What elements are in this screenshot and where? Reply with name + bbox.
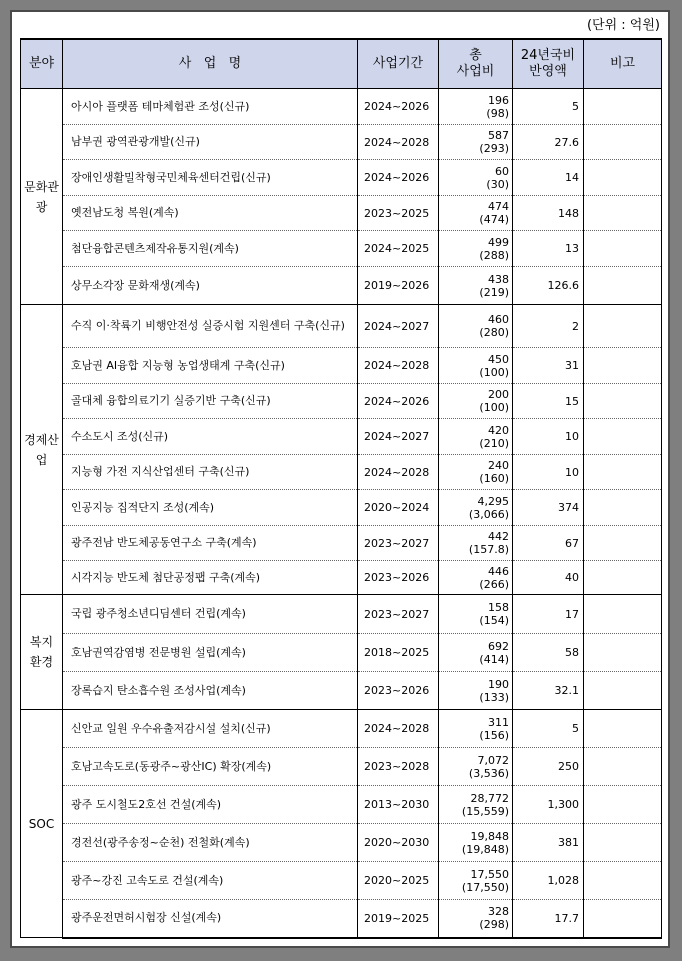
project-total <box>439 824 513 862</box>
project-name: 장애인생활밀착형국민체육센터건립(신규) <box>63 160 358 196</box>
project-name: 광주 도시철도2호선 건설(계속) <box>63 786 358 824</box>
national-amount: 1,300 <box>513 786 584 824</box>
project-period: 2023~2026 <box>358 561 439 595</box>
project-period: 2020~2030 <box>358 824 439 862</box>
table-row <box>21 862 662 900</box>
project-period: 2024~2026 <box>358 160 439 196</box>
project-period: 2023~2025 <box>358 196 439 231</box>
project-note <box>584 786 662 824</box>
project-period: 2019~2026 <box>358 267 439 305</box>
project-note <box>584 348 662 384</box>
national-amount: 40 <box>513 561 584 595</box>
header-total-line1: 총 <box>469 48 482 63</box>
field-cell <box>21 595 63 710</box>
project-name: 아시아 플랫폼 테마체험관 조성(신규) <box>63 89 358 125</box>
project-total <box>439 672 513 710</box>
total-national-share: (280) <box>479 326 509 339</box>
national-amount: 2 <box>513 305 584 348</box>
project-total <box>439 384 513 419</box>
total-national-share: (210) <box>479 436 509 450</box>
national-amount: 1,028 <box>513 862 584 900</box>
total-national-share: (15,559) <box>461 804 509 818</box>
project-total <box>439 900 513 938</box>
header-row <box>21 39 662 89</box>
total-amount: 587 <box>488 129 509 142</box>
unit-label: (단위 : 억원) <box>586 18 660 33</box>
header-national-line1: 24년국비 <box>520 48 576 63</box>
total-national-share: (298) <box>479 918 509 932</box>
table-row <box>21 710 662 748</box>
total-national-share: (100) <box>479 401 509 414</box>
project-name: 광주~강진 고속도로 건설(계속) <box>63 862 358 900</box>
project-total <box>439 196 513 231</box>
national-amount: 381 <box>513 824 584 862</box>
total-amount: 28,772 <box>470 791 509 805</box>
total-amount: 446 <box>488 564 509 578</box>
total-national-share: (414) <box>479 652 509 666</box>
project-name: 상무소각장 문화재생(계속) <box>63 267 358 305</box>
project-name: 국립 광주청소년디딤센터 건립(계속) <box>63 595 358 634</box>
total-amount: 442 <box>488 530 509 543</box>
total-national-share: (266) <box>479 577 509 591</box>
project-total <box>439 862 513 900</box>
national-amount: 126.6 <box>513 267 584 305</box>
national-amount: 13 <box>513 231 584 267</box>
header-period: 사업기간 <box>358 39 439 89</box>
project-note <box>584 672 662 710</box>
project-total <box>439 710 513 748</box>
project-name: 골대체 융합의료기기 실증기반 구축(신규) <box>63 384 358 419</box>
project-note <box>584 824 662 862</box>
total-amount: 158 <box>488 601 509 614</box>
total-amount: 438 <box>488 272 509 286</box>
table-row <box>21 634 662 672</box>
project-period: 2020~2024 <box>358 490 439 526</box>
project-period: 2024~2026 <box>358 89 439 125</box>
project-note <box>584 900 662 938</box>
project-period: 2024~2028 <box>358 710 439 748</box>
project-name: 남부권 광역관광개발(신규) <box>63 125 358 160</box>
project-note <box>584 125 662 160</box>
total-amount: 240 <box>488 459 509 472</box>
total-national-share: (3,536) <box>468 766 509 780</box>
project-name: 호남고속도로(동광주~광산IC) 확장(계속) <box>63 748 358 786</box>
project-total <box>439 125 513 160</box>
project-name: 신안교 일원 우수유출저감시설 설치(신규) <box>63 710 358 748</box>
header-total <box>439 39 513 89</box>
total-national-share: (3,066) <box>468 507 509 521</box>
national-amount: 14 <box>513 160 584 196</box>
national-amount: 5 <box>513 710 584 748</box>
project-total <box>439 231 513 267</box>
project-note <box>584 710 662 748</box>
national-amount: 67 <box>513 526 584 561</box>
total-amount: 200 <box>488 388 509 401</box>
project-period: 2024~2027 <box>358 419 439 455</box>
total-amount: 450 <box>488 352 509 366</box>
total-national-share: (154) <box>479 614 509 627</box>
project-period: 2013~2030 <box>358 786 439 824</box>
project-total <box>439 561 513 595</box>
project-total <box>439 348 513 384</box>
header-name: 사 업 명 <box>63 39 358 89</box>
table-row <box>21 348 662 384</box>
total-national-share: (160) <box>479 472 509 485</box>
national-amount: 5 <box>513 89 584 125</box>
project-note <box>584 384 662 419</box>
field-label: SOC <box>28 816 55 831</box>
field-label: 경제산 업 <box>24 432 59 467</box>
table-row <box>21 419 662 455</box>
project-name: 첨단융합콘텐츠제작유통지원(계속) <box>63 231 358 267</box>
project-period: 2018~2025 <box>358 634 439 672</box>
total-amount: 420 <box>488 423 509 437</box>
table-row <box>21 125 662 160</box>
project-name: 수직 이·착륙기 비행안전성 실증시험 지원센터 구축(신규) <box>63 305 358 348</box>
project-note <box>584 267 662 305</box>
national-amount: 148 <box>513 196 584 231</box>
table-row <box>21 267 662 305</box>
header-total-line2: 사업비 <box>456 64 495 79</box>
project-name: 경전선(광주송정~순천) 전철화(계속) <box>63 824 358 862</box>
national-amount: 17 <box>513 595 584 634</box>
table-row <box>21 526 662 561</box>
project-total <box>439 786 513 824</box>
table-row <box>21 196 662 231</box>
project-total <box>439 490 513 526</box>
total-amount: 4,295 <box>477 494 509 508</box>
national-amount: 10 <box>513 419 584 455</box>
project-note <box>584 196 662 231</box>
table-row <box>21 455 662 490</box>
project-period: 2023~2028 <box>358 748 439 786</box>
field-cell <box>21 89 63 305</box>
project-period: 2020~2025 <box>358 862 439 900</box>
project-period: 2024~2028 <box>358 125 439 160</box>
table-row <box>21 900 662 938</box>
field-cell <box>21 305 63 595</box>
project-name: 광주전남 반도체공동연구소 구축(계속) <box>63 526 358 561</box>
table-row <box>21 595 662 634</box>
project-total <box>439 89 513 125</box>
total-national-share: (30) <box>486 177 509 191</box>
project-note <box>584 634 662 672</box>
national-amount: 31 <box>513 348 584 384</box>
field-cell <box>21 710 63 938</box>
total-national-share: (288) <box>479 248 509 262</box>
project-note <box>584 561 662 595</box>
header-field: 분야 <box>21 39 63 89</box>
national-amount: 27.6 <box>513 125 584 160</box>
project-period: 2024~2026 <box>358 384 439 419</box>
national-amount: 58 <box>513 634 584 672</box>
project-note <box>584 305 662 348</box>
field-label: 복지 환경 <box>29 635 54 669</box>
table-row <box>21 561 662 595</box>
project-note <box>584 595 662 634</box>
project-note <box>584 419 662 455</box>
project-name: 시각지능 반도체 첨단공정팹 구축(계속) <box>63 561 358 595</box>
project-note <box>584 89 662 125</box>
project-name: 호남권역감염병 전문병원 설립(계속) <box>63 634 358 672</box>
project-period: 2023~2027 <box>358 595 439 634</box>
project-note <box>584 526 662 561</box>
total-amount: 474 <box>488 200 509 213</box>
project-total <box>439 595 513 634</box>
project-total <box>439 634 513 672</box>
table-row <box>21 672 662 710</box>
table-row <box>21 89 662 125</box>
project-name: 수소도시 조성(신규) <box>63 419 358 455</box>
project-total <box>439 455 513 490</box>
total-national-share: (156) <box>479 728 509 742</box>
project-name: 장록습지 탄소흡수원 조성사업(계속) <box>63 672 358 710</box>
project-note <box>584 455 662 490</box>
budget-table <box>20 38 662 939</box>
document-page <box>10 10 670 948</box>
project-note <box>584 160 662 196</box>
total-amount: 499 <box>488 235 509 249</box>
header-national <box>513 39 584 89</box>
project-note <box>584 862 662 900</box>
project-total <box>439 267 513 305</box>
total-amount: 190 <box>488 677 509 691</box>
project-period: 2024~2028 <box>358 348 439 384</box>
table-row <box>21 490 662 526</box>
project-name: 인공지능 집적단지 조성(계속) <box>63 490 358 526</box>
project-total <box>439 160 513 196</box>
table-row <box>21 231 662 267</box>
project-name: 옛전남도청 복원(계속) <box>63 196 358 231</box>
national-amount: 15 <box>513 384 584 419</box>
national-amount: 10 <box>513 455 584 490</box>
project-name: 호남권 AI융합 지능형 농업생태계 구축(신규) <box>63 348 358 384</box>
total-national-share: (474) <box>479 213 509 226</box>
total-national-share: (219) <box>479 285 509 299</box>
total-amount: 692 <box>488 639 509 653</box>
national-amount: 17.7 <box>513 900 584 938</box>
project-name: 지능형 가전 지식산업센터 구축(신규) <box>63 455 358 490</box>
national-amount: 374 <box>513 490 584 526</box>
total-amount: 196 <box>488 93 509 107</box>
total-national-share: (157.8) <box>468 543 509 556</box>
table-row <box>21 160 662 196</box>
total-national-share: (133) <box>479 690 509 704</box>
project-total <box>439 526 513 561</box>
total-national-share: (98) <box>486 106 509 120</box>
project-total <box>439 748 513 786</box>
project-period: 2024~2028 <box>358 455 439 490</box>
total-national-share: (100) <box>479 365 509 379</box>
total-amount: 328 <box>488 905 509 919</box>
total-amount: 7,072 <box>477 753 509 767</box>
project-note <box>584 231 662 267</box>
header-national-line2: 반영액 <box>529 64 567 79</box>
project-period: 2023~2027 <box>358 526 439 561</box>
table-row <box>21 384 662 419</box>
project-period: 2024~2027 <box>358 305 439 348</box>
total-amount: 311 <box>488 715 509 729</box>
project-name: 광주운전면허시험장 신설(계속) <box>63 900 358 938</box>
field-label: 문화관 광 <box>24 179 59 214</box>
total-national-share: (17,550) <box>461 880 509 894</box>
project-period: 2024~2025 <box>358 231 439 267</box>
total-amount: 19,848 <box>470 829 509 843</box>
project-period: 2019~2025 <box>358 900 439 938</box>
project-total <box>439 419 513 455</box>
project-period: 2023~2026 <box>358 672 439 710</box>
national-amount: 32.1 <box>513 672 584 710</box>
project-note <box>584 490 662 526</box>
table-row <box>21 305 662 348</box>
table-row <box>21 824 662 862</box>
total-amount: 60 <box>495 164 509 178</box>
total-national-share: (293) <box>479 142 509 155</box>
table-row <box>21 786 662 824</box>
project-note <box>584 748 662 786</box>
table-row <box>21 748 662 786</box>
total-amount: 17,550 <box>470 867 509 881</box>
national-amount: 250 <box>513 748 584 786</box>
total-amount: 460 <box>488 313 509 326</box>
project-total <box>439 305 513 348</box>
total-national-share: (19,848) <box>461 842 509 856</box>
header-note: 비고 <box>584 39 662 89</box>
table-body <box>21 89 662 938</box>
